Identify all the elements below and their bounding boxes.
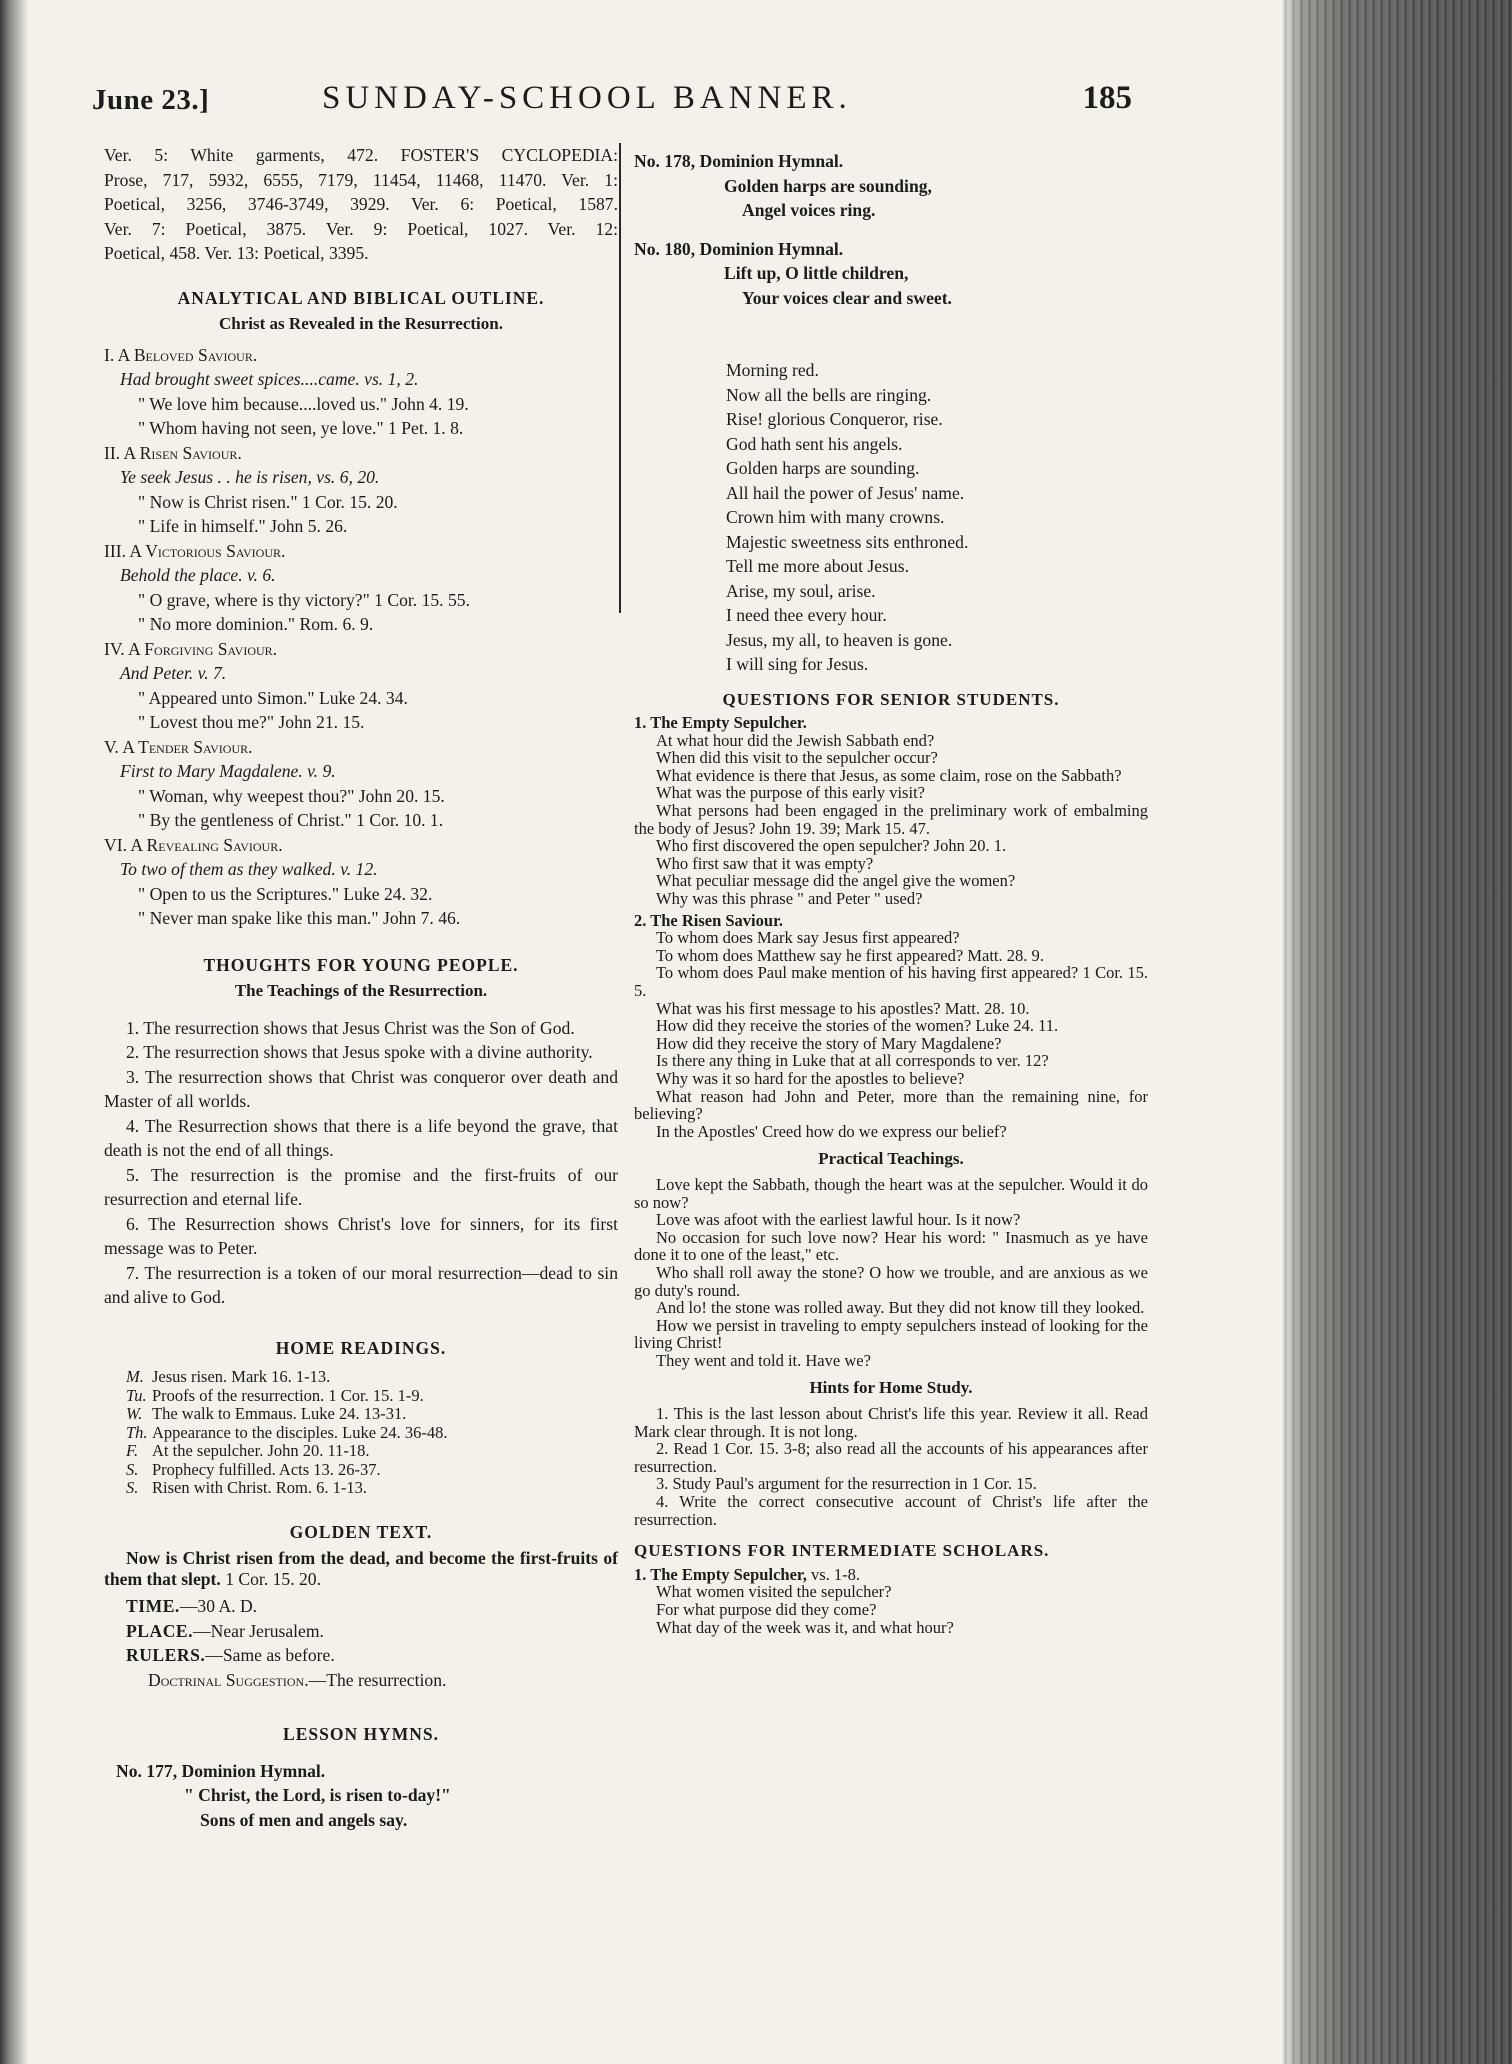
outline-quote: " Woman, why weepest thou?" John 20. 15. <box>138 785 445 806</box>
question: At what hour did the Jewish Sabbath end? <box>656 730 935 750</box>
thoughts-subtitle: The Teachings of the Resurrection. <box>234 981 488 1000</box>
reading-item <box>104 1424 618 1443</box>
senior-section-1: 1. The Empty Sepulcher. <box>634 713 807 733</box>
outline-heading: V. A Tender Saviour. <box>104 736 253 757</box>
reading-day: W. <box>126 1404 143 1423</box>
practical-item: No occasion for such love now? Hear his word: " Inasmuch as ye have done it to one of the least," etc. <box>634 1227 1148 1265</box>
reading-text: Prophecy fulfilled. Acts 13. 26-37. <box>152 1459 381 1479</box>
reading-item <box>104 1368 618 1387</box>
thought-item: 4. The Resurrection shows that there is a life beyond the grave, that death is not the end of all things. <box>104 1115 618 1160</box>
hymn-list <box>634 358 1148 677</box>
practical-item: Love was afoot with the earliest lawful hour. Is it now? <box>656 1210 1021 1230</box>
thoughts-title: THOUGHTS FOR YOUNG PEOPLE. <box>203 954 519 975</box>
thoughts-list <box>104 1016 618 1310</box>
outline-reference: And Peter. v. 7. <box>120 663 227 683</box>
golden-text-ref: 1 Cor. 15. 20. <box>225 1569 321 1589</box>
outline-item <box>104 637 618 735</box>
header-date: June 23.] <box>92 84 210 116</box>
question: Is there any thing in Luke that at all corresponds to ver. 12? <box>656 1051 1049 1071</box>
outline-heading: II. A Risen Saviour. <box>104 442 242 463</box>
outline-reference: Had brought sweet spices....came. vs. 1, 2. <box>120 369 419 389</box>
hint-item: 2. Read 1 Cor. 15. 3-8; also read all the accounts of his appearances after resurrection. <box>634 1439 1148 1476</box>
intro-line: Poetical, 3256, 3746-3749, 3929. Ver. 6: Poetical, 1587. <box>104 194 618 214</box>
practical-item: They went and told it. Have we? <box>656 1350 871 1370</box>
question: What was the purpose of this early visit? <box>656 783 925 803</box>
home-readings-list <box>104 1368 618 1498</box>
reading-day: M. <box>126 1367 144 1386</box>
page-number: 185 <box>1082 80 1132 116</box>
outline-quote: " Open to us the Scriptures." Luke 24. 32. <box>138 883 433 904</box>
hint-item: 1. This is the last lesson about Christ's life this year. Review it all. Read Mark clear through. It is not long. <box>634 1404 1148 1441</box>
question: Who first discovered the open sepulcher? John 20. 1. <box>656 836 1007 856</box>
rulers-label: RULERS. <box>126 1645 206 1665</box>
reading-item <box>104 1405 618 1424</box>
reading-item <box>104 1461 618 1480</box>
doctrinal-label: Doctrinal Suggestion. <box>148 1669 309 1690</box>
question: What evidence is there that Jesus, as some claim, rose on the Sabbath? <box>656 765 1122 785</box>
hymn-list-item: Rise! glorious Conqueror, rise. <box>726 409 943 429</box>
question: Why was it so hard for the apostles to believe? <box>656 1068 965 1088</box>
hymn-number: No. 180, Dominion Hymnal. <box>634 238 844 259</box>
hymn-list-item: Golden harps are sounding. <box>726 458 920 478</box>
outline-title: ANALYTICAL AND BIBLICAL OUTLINE. <box>177 287 545 308</box>
hymn-line: Lift up, O little children, <box>724 263 909 283</box>
reading-text: Jesus risen. Mark 16. 1-13. <box>152 1367 331 1386</box>
question: In the Apostles' Creed how do we express our belief? <box>656 1121 1007 1141</box>
reading-text: Appearance to the disciples. Luke 24. 36-48. <box>152 1422 448 1442</box>
thought-item: 5. The resurrection is the promise and the first-fruits of our resurrection and eternal life. <box>104 1164 618 1209</box>
question: To whom does Paul make mention of his having first appeared? 1 Cor. 15. 5. <box>634 963 1148 1000</box>
senior-questions <box>634 691 1148 1637</box>
rulers-value: —Same as before. <box>205 1645 335 1665</box>
place-line <box>104 1619 618 1644</box>
outline-quote: " O grave, where is thy victory?" 1 Cor. 15. 55. <box>138 589 470 610</box>
hymn-list-item: Tell me more about Jesus. <box>726 556 909 576</box>
hymn-list-item: All hail the power of Jesus' name. <box>726 482 965 503</box>
question: For what purpose did they come? <box>656 1600 877 1619</box>
question: What was his first message to his apostles? Matt. 28. 10. <box>656 998 1030 1018</box>
golden-text-body: Now is Christ risen from the dead, and become the first-fruits of them that slept. <box>104 1548 618 1589</box>
outline-heading: IV. A Forgiving Saviour. <box>104 638 278 659</box>
hymn-list-item: God hath sent his angels. <box>726 433 903 454</box>
outline-quote: " No more dominion." Rom. 6. 9. <box>138 614 374 634</box>
place-label: PLACE. <box>126 1620 194 1641</box>
outline-quote: " Appeared unto Simon." Luke 24. 34. <box>138 687 408 708</box>
question: When did this visit to the sepulcher occur? <box>656 748 938 768</box>
intermediate-title: QUESTIONS FOR INTERMEDIATE SCHOLARS. <box>634 1541 1050 1561</box>
outline-reference: First to Mary Magdalene. v. 9. <box>120 761 336 781</box>
outline-heading: I. A Beloved Saviour. <box>104 344 258 365</box>
question: To whom does Matthew say he first appeared? Matt. 28. 9. <box>656 945 1044 965</box>
intermediate-section-ref: vs. 1-8. <box>806 1564 860 1584</box>
hymn-line: Sons of men and angels say. <box>200 1809 408 1830</box>
reading-text: The walk to Emmaus. Luke 24. 13-31. <box>152 1404 407 1423</box>
question: What peculiar message did the angel give the women? <box>656 871 1016 891</box>
reading-item <box>104 1442 618 1461</box>
outline-heading: VI. A Revealing Saviour. <box>104 834 283 855</box>
reading-day: S. <box>126 1459 139 1479</box>
intro-line: Prose, 717, 5932, 6555, 7179, 11454, 11468, 11470. Ver. 1: <box>104 169 618 190</box>
hymn-line: Angel voices ring. <box>742 200 876 220</box>
place-value: —Near Jerusalem. <box>193 1620 324 1641</box>
reading-text: At the sepulcher. John 20. 11-18. <box>152 1441 370 1460</box>
reading-item <box>104 1479 618 1498</box>
intro-line: Ver. 7: Poetical, 3875. Ver. 9: Poetical, 1027. Ver. 12: <box>104 218 618 239</box>
practical-title: Practical Teachings. <box>818 1149 964 1169</box>
time-line <box>104 1594 618 1619</box>
outline-item <box>104 441 618 539</box>
thought-item: 6. The Resurrection shows Christ's love for sinners, for its first message was to Peter. <box>104 1213 618 1258</box>
question: What day of the week was it, and what hour? <box>656 1617 954 1637</box>
gutter-shadow <box>0 0 28 2064</box>
golden-text-title: GOLDEN TEXT. <box>289 1521 433 1542</box>
reading-day: Tu. <box>126 1385 147 1405</box>
hymn-list-item: I need thee every hour. <box>726 605 887 625</box>
hints-title: Hints for Home Study. <box>809 1378 973 1398</box>
practical-item: And lo! the stone was rolled away. But they did not know till they looked. <box>656 1298 1145 1318</box>
golden-text <box>104 1548 618 1590</box>
reading-text: Proofs of the resurrection. 1 Cor. 15. 1-9. <box>152 1385 424 1405</box>
reading-day: S. <box>126 1478 139 1497</box>
right-column <box>634 143 1148 1636</box>
outline-heading: III. A Victorious Saviour. <box>104 540 286 561</box>
hymn-line: Your voices clear and sweet. <box>742 287 952 308</box>
outline-quote: " Now is Christ risen." 1 Cor. 15. 20. <box>138 491 398 512</box>
thought-item: 3. The resurrection shows that Christ was conqueror over death and Master of all worlds. <box>104 1066 618 1111</box>
outline-reference: Ye seek Jesus . . he is risen, vs. 6, 20. <box>120 467 380 487</box>
lesson-hymns-title: LESSON HYMNS. <box>283 1724 439 1744</box>
hymn-number: No. 178, Dominion Hymnal. <box>634 151 844 171</box>
question: What reason had John and Peter, more than the remaining nine, for believing? <box>634 1086 1148 1124</box>
outline-item <box>104 539 618 637</box>
question: Why was this phrase " and Peter " used? <box>656 889 923 909</box>
hint-item: 4. Write the correct consecutive account of Christ's life after the resurrection. <box>634 1492 1148 1529</box>
question: How did they receive the story of Mary Magdalene? <box>656 1033 1002 1053</box>
hymn-list-item: I will sing for Jesus. <box>726 654 869 674</box>
hymn-list-item: Jesus, my all, to heaven is gone. <box>726 629 953 650</box>
home-readings-title: HOME READINGS. <box>275 1337 447 1358</box>
practical-item: Love kept the Sabbath, though the heart was at the sepulcher. Would it do so now? <box>634 1174 1148 1212</box>
doctrinal-value: —The resurrection. <box>308 1669 447 1690</box>
doctrinal-line <box>104 1668 618 1693</box>
time-label: TIME. <box>126 1596 180 1616</box>
question: How did they receive the stories of the women? Luke 24. 11. <box>656 1016 1059 1036</box>
header-title: SUNDAY-SCHOOL BANNER. <box>322 80 852 116</box>
intro-line: Poetical, 458. Ver. 13: Poetical, 3395. <box>104 243 369 263</box>
hymn-list-item: Majestic sweetness sits enthroned. <box>726 531 969 552</box>
outline-quote: " Life in himself." John 5. 26. <box>138 516 348 536</box>
question: What persons had been engaged in the preliminary work of embalming the body of Jesus? John 19. 39; Mark 15. 47. <box>634 801 1148 838</box>
practical-item: Who shall roll away the stone? O how we trouble, and are anxious as we go duty's round. <box>634 1262 1148 1300</box>
intro-line: Ver. 5: White garments, 472. FOSTER'S CYCLOPEDIA: <box>104 145 618 165</box>
outline-item <box>104 343 618 441</box>
outline-quote: " Lovest thou me?" John 21. 15. <box>138 712 365 732</box>
left-column <box>104 143 618 1832</box>
hymn-list-item: Crown him with many crowns. <box>726 507 945 527</box>
hymn-number: No. 177, Dominion Hymnal. <box>116 1760 326 1781</box>
outline-quote: " By the gentleness of Christ." 1 Cor. 10. 1. <box>138 810 444 830</box>
reading-text: Risen with Christ. Rom. 6. 1-13. <box>152 1478 367 1497</box>
reading-day: F. <box>126 1441 139 1460</box>
reading-day: Th. <box>126 1422 148 1442</box>
hymn-list-item: Now all the bells are ringing. <box>726 384 932 405</box>
practical-item: How we persist in traveling to empty sepulchers instead of looking for the living Christ! <box>634 1315 1148 1353</box>
outline-reference: Behold the place. v. 6. <box>120 565 276 585</box>
book-page-edges <box>1282 0 1512 2064</box>
rulers-line <box>104 1643 618 1668</box>
outline-item <box>104 833 618 931</box>
senior-questions-title: QUESTIONS FOR SENIOR STUDENTS. <box>722 689 1060 709</box>
question: What women visited the sepulcher? <box>656 1582 892 1602</box>
senior-section-2: 2. The Risen Saviour. <box>634 910 783 930</box>
outline-quote: " Never man spake like this man." John 7. 46. <box>138 908 461 928</box>
time-value: —30 A. D. <box>179 1596 258 1616</box>
hymn-list-item: Arise, my soul, arise. <box>726 580 876 601</box>
outline-quote: " Whom having not seen, ye love." 1 Pet. 1. 8. <box>138 418 464 438</box>
outline-quote: " We love him because....loved us." John 4. 19. <box>138 393 469 414</box>
hymn-list-item: Morning red. <box>726 360 819 380</box>
running-head <box>92 80 1132 126</box>
thought-item: 1. The resurrection shows that Jesus Christ was the Son of God. <box>126 1017 575 1038</box>
thought-item: 7. The resurrection is a token of our moral resurrection—dead to sin and alive to God. <box>104 1262 618 1307</box>
outline-reference: To two of them as they walked. v. 12. <box>120 859 378 879</box>
reading-item <box>104 1387 618 1406</box>
column-rule <box>619 143 621 613</box>
hint-item: 3. Study Paul's argument for the resurrection in 1 Cor. 15. <box>656 1474 1037 1494</box>
hymn-line: " Christ, the Lord, is risen to-day!" <box>184 1785 451 1805</box>
question: To whom does Mark say Jesus first appeared? <box>656 928 960 948</box>
intermediate-section-1 <box>634 1566 1148 1584</box>
outline-subtitle: Christ as Revealed in the Resurrection. <box>219 314 503 333</box>
intermediate-section-heading: 1. The Empty Sepulcher, <box>634 1564 807 1584</box>
outline-list <box>104 343 618 931</box>
hymn-line: Golden harps are sounding, <box>724 175 932 196</box>
question: Who first saw that it was empty? <box>656 853 874 873</box>
intro-references <box>104 143 618 266</box>
thought-item: 2. The resurrection shows that Jesus spoke with a divine authority. <box>126 1042 593 1062</box>
outline-item <box>104 735 618 833</box>
